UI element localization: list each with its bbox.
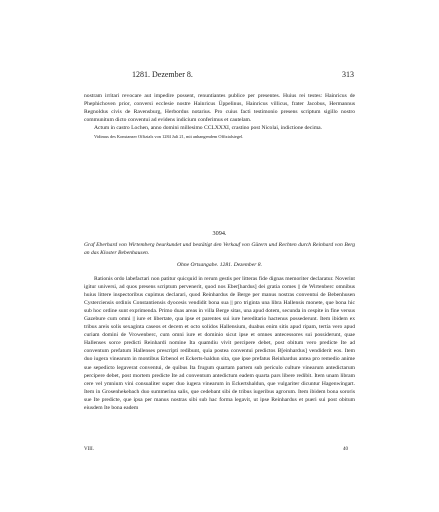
header-date: 1281. Dezember 8. <box>132 70 193 79</box>
preceding-document-end <box>84 92 355 140</box>
document-number: 3094. <box>212 230 227 237</box>
vidimus-note: Vidimus des Konstanzer Offizials von 1284 Juli 21, mit anhangendem Offizialsiegel. <box>94 134 244 140</box>
footer-signature-right: 40 <box>343 447 348 452</box>
main-text: Rationis ordo labefactari non patitur quicquid in rerum gestis per litteras fide dignas memoriter declaratur. Noverint igitur universi, ad quos presens scriptum pervenerit, quod nos Eber[hardus] dei gratia comes || de Wirtenberc omnibus huius littere inspectoribus cupimus declarari, quod Reinhardus de Berge per manus nostras conventui de Bebenhusen Cysterciensis ordinis Constantiensis dyocesis vendidit bona sua || pro triginta una libra Hallensis monete, que bona hic sub hoc ordine sunt exprimenda. Primo duas areas in villa Berge sitas, una apud dotem, secunda in cespite in fine versus Gazebure cum omni || iure et libertate, qua ipse et parentes sui iure hereditario hactenus possederunt. Item ibidem ex tribus areis solis sexaginta caseos et decem et octo solidos Hallensium, duabus enim sitis apud ripam, tertia vero apud curiam domini de Vrowenberc, cum omni iure et dominio sicut ipse et omnes antecessores sui possiderunt, quae Hallenses sorce predicti Reinhardi nomine Ita quamdiu vivit percipere debet, post obitum vero predicte Ite ad conventum prefatum Hallenses prescripti redibunt, quia postea conventui predictos B[einhardus] vendiderit eos. Item duo iugera vinearum in montibus Erbenol et Eckerts-haldun sita, que ipse prefatus Reinhardus antea pro remedio anime sue sepedicto legaverat conventui, de quibus Ita frugum quartam partem sub periculo culture vinearum antedictarum percipere debet, post mortem predicte Ite ad conventum antedictum eadem quarta pars libere redibit. Item unam libram cere vel ymnium vini consualiter super duo iugera vinearum in Eckertshaldun, que vulgariter dicuntur Hagenwingart. Item in Grosenhekebach duo summerina salis, que cedebant sibi de tribus iugeribus agrorum. Item ibidem bona sororis sue Ite predicte, que ipsa per manus nostras sibi sub hac forma legavit, ut ipse Reinhardus et pueri sui post obitum eiusdem Ite bona eadem <box>84 276 355 411</box>
top-paragraph: nostram irritari revocare aut impedire possent, renuntiantes publice per presentes. Huius rei testes: Hainricus de Phephichoven prior, conversi ecclesie nostre Hainricus Üppelinus, Hainricus villicus, frater Jacobus, Hermannus Regnoldus civis de Ravensburg, Herbordus notarius. Pro cuius facti testimonio presens scriptum sigillo nostro communitum dicto conventui ad evidens indicium conferimus et cautelam. <box>84 93 355 124</box>
page-number: 313 <box>342 70 354 79</box>
main-text-block <box>84 275 355 412</box>
regest-summary: Graf Eberhard von Wirtemberg beurkundet und bestätigt den Verkauf von Gütern und Rechten durch Reinhard von Berg an das Kloster Bebenhausen. <box>84 242 355 256</box>
closing-line: Actum in castro Lochen, anno domini millesimo CCLXXXI, crastino post Nicolai, indictione decima. <box>94 125 323 132</box>
original-date-line: Ohne Ortsangabe. 1281. Dezember 8. <box>177 262 262 268</box>
footer-signature-left: VIII. <box>84 447 94 452</box>
